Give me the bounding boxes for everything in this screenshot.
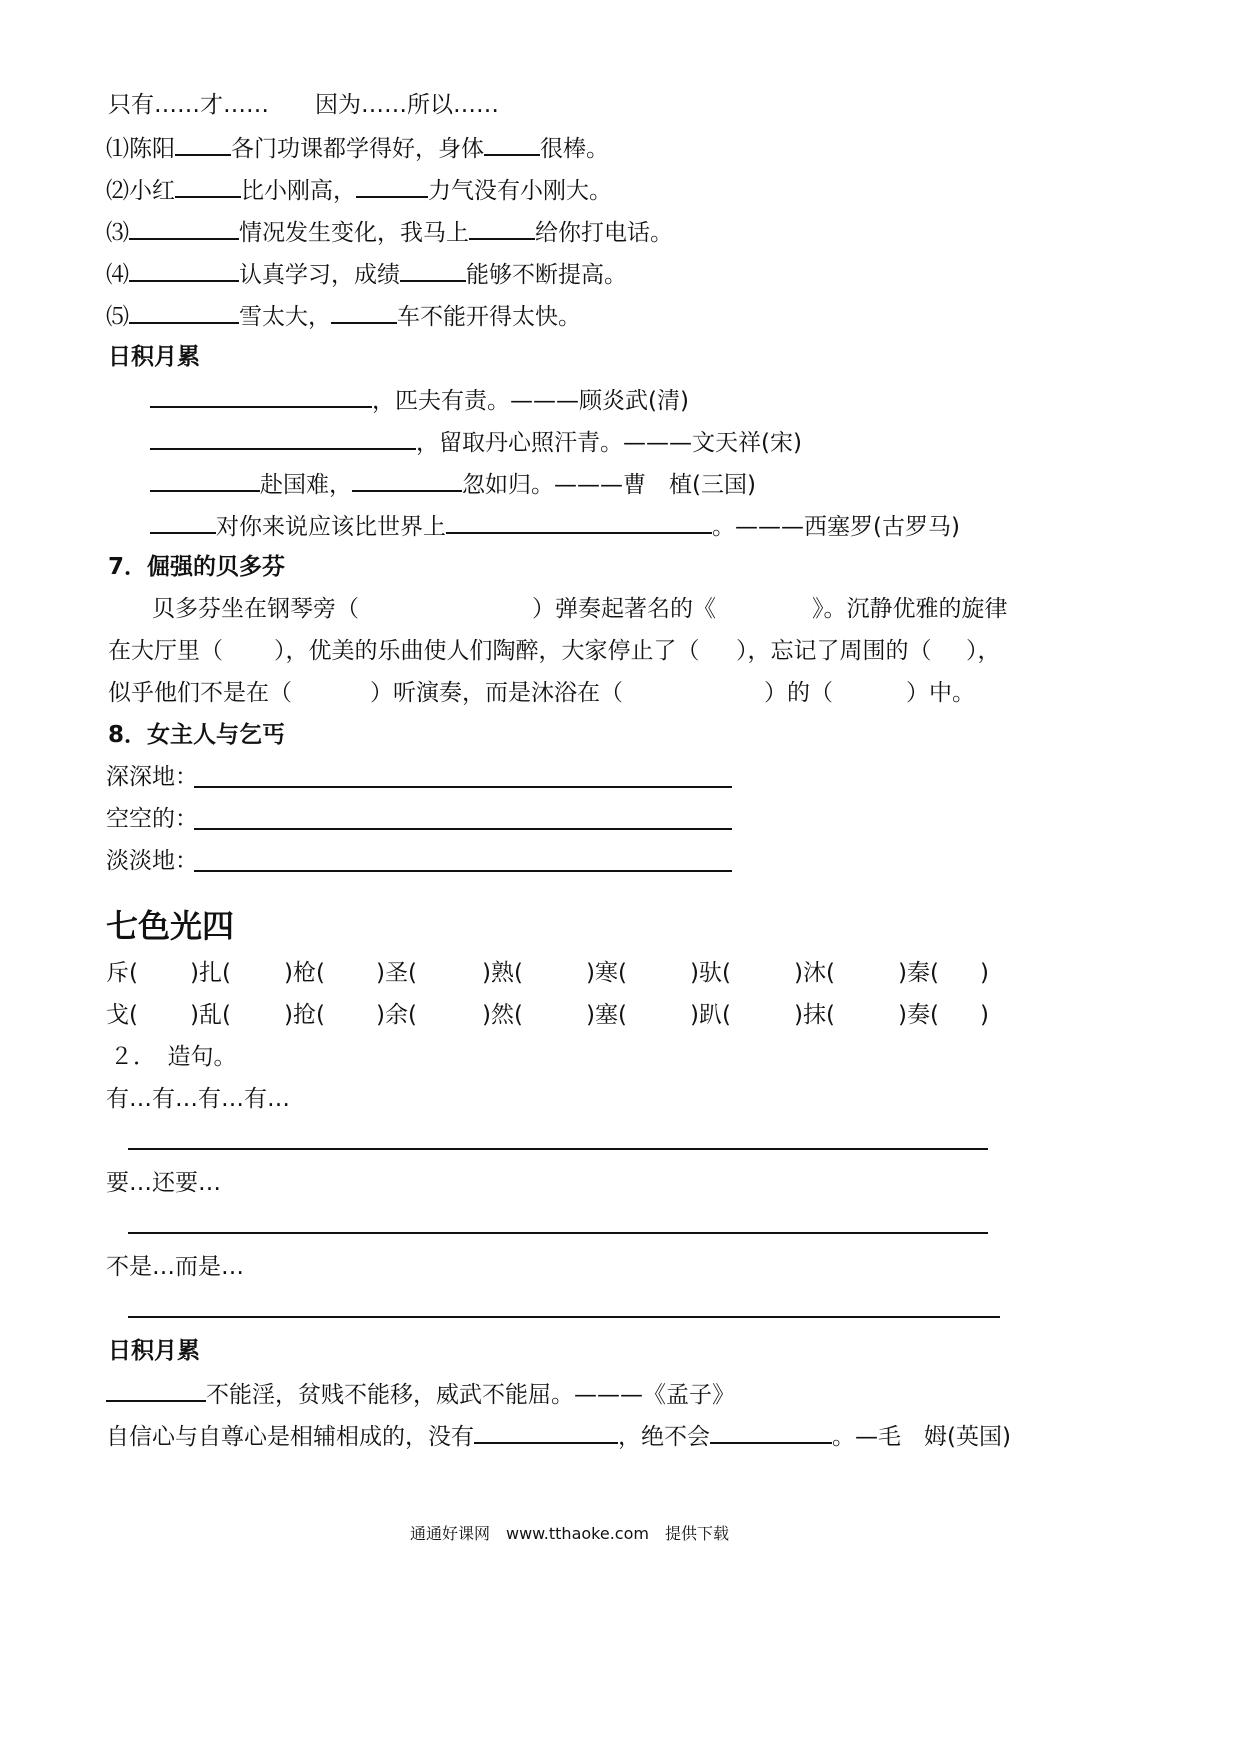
char-cell: )圣( xyxy=(376,960,417,986)
fill-blank[interactable] xyxy=(175,132,231,156)
quote-3: 赴国难， 忽如归。———曹 植(三国) xyxy=(150,468,756,500)
sentence-pattern: 不是…而是… xyxy=(106,1254,244,1280)
answer-line[interactable] xyxy=(128,1148,988,1150)
s7-text: ）， xyxy=(966,638,1001,664)
char-cell: )然( xyxy=(482,1002,523,1028)
char-cell: )乱( xyxy=(190,1002,231,1028)
s7-text: 》。沉静优雅的旋律 xyxy=(812,596,1008,622)
s7-text: ）弹奏起著名的《 xyxy=(532,596,716,622)
fill-blank[interactable] xyxy=(175,174,241,198)
conj-item-2: ⑵小红 比小刚高， 力气没有小刚大。 xyxy=(106,174,612,206)
answer-line[interactable] xyxy=(128,1232,988,1234)
s7-text: ），优美的乐曲使人们陶醉，大家停止了（ xyxy=(274,638,700,664)
char-cell: )驮( xyxy=(690,960,731,986)
quote-2: ，留取丹心照汗青。———文天祥(宋) xyxy=(150,426,802,458)
s7-text: 在大厅里（ xyxy=(108,638,223,664)
word-label: 深深地： xyxy=(106,764,198,790)
char-cell: )抢( xyxy=(284,1002,325,1028)
char-cell: )塞( xyxy=(586,1002,627,1028)
quote-5: 不能淫，贫贱不能移，威武不能屈。———《孟子》 xyxy=(106,1378,735,1410)
s7-text: ）的（ xyxy=(764,680,833,706)
char-cell: )余( xyxy=(376,1002,417,1028)
char-cell: )抹( xyxy=(794,1002,835,1028)
char-cell: )沐( xyxy=(794,960,835,986)
fill-blank[interactable] xyxy=(710,1420,832,1444)
fill-blank[interactable] xyxy=(150,426,416,450)
fill-blank[interactable] xyxy=(150,510,216,534)
fill-blank[interactable] xyxy=(150,468,260,492)
fill-blank[interactable] xyxy=(129,258,239,282)
conj-item-3: ⑶ 情况发生变化，我马上 给你打电话。 xyxy=(106,216,673,248)
fill-blank[interactable] xyxy=(352,468,462,492)
fill-blank[interactable] xyxy=(484,132,540,156)
s7-text: 似乎他们不是在（ xyxy=(108,680,292,706)
char-cell: )熟( xyxy=(482,960,523,986)
char-cell: ) xyxy=(980,960,989,986)
sentence-title: ２． 造句。 xyxy=(110,1044,237,1070)
section-title-riji: 日积月累 xyxy=(108,1338,200,1364)
conj-header: 只有……才…… 因为……所以…… xyxy=(108,92,499,118)
fill-blank[interactable] xyxy=(400,258,466,282)
s7-text: 贝多芬坐在钢琴旁（ xyxy=(152,596,359,622)
s7-text: ），忘记了周围的（ xyxy=(736,638,932,664)
char-cell: 斥( xyxy=(106,960,138,986)
unit-title: 七色光四 xyxy=(106,907,235,945)
s7-text: ）听演奏，而是沐浴在（ xyxy=(370,680,623,706)
section-title-riji: 日积月累 xyxy=(108,344,200,370)
quote-6: 自信心与自尊心是相辅相成的，没有 ，绝不会 。—毛 姆(英国) xyxy=(106,1420,1011,1452)
char-cell: )趴( xyxy=(690,1002,731,1028)
char-cell: )寒( xyxy=(586,960,627,986)
s7-text: ）中。 xyxy=(906,680,975,706)
footer-credit: 通通好课网 www.tthaoke.com 提供下载 xyxy=(410,1524,729,1543)
answer-line[interactable] xyxy=(194,828,732,830)
sentence-pattern: 有…有…有…有… xyxy=(106,1086,290,1112)
section-title-7: 7．倔强的贝多芬 xyxy=(108,554,286,580)
char-cell: )枪( xyxy=(284,960,325,986)
fill-blank[interactable] xyxy=(446,510,712,534)
char-cell: ) xyxy=(980,1002,989,1028)
quote-4: 对你来说应该比世界上 。———西塞罗(古罗马) xyxy=(150,510,960,542)
fill-blank[interactable] xyxy=(474,1420,618,1444)
sentence-pattern: 要…还要… xyxy=(106,1170,221,1196)
char-cell: 戈( xyxy=(106,1002,138,1028)
fill-blank[interactable] xyxy=(331,300,397,324)
fill-blank[interactable] xyxy=(129,300,239,324)
word-label: 空空的： xyxy=(106,806,198,832)
char-cell: )扎( xyxy=(190,960,231,986)
answer-line[interactable] xyxy=(194,870,732,872)
fill-blank[interactable] xyxy=(150,384,372,408)
fill-blank[interactable] xyxy=(106,1378,206,1402)
section-title-8: 8．女主人与乞丐 xyxy=(108,722,286,748)
char-cell: )奏( xyxy=(898,1002,939,1028)
conj-item-5: ⑸ 雪太大， 车不能开得太快。 xyxy=(106,300,581,332)
fill-blank[interactable] xyxy=(469,216,535,240)
conj-item-4: ⑷ 认真学习，成绩 能够不断提高。 xyxy=(106,258,627,290)
word-label: 淡淡地： xyxy=(106,848,198,874)
fill-blank[interactable] xyxy=(356,174,428,198)
char-cell: )秦( xyxy=(898,960,939,986)
fill-blank[interactable] xyxy=(129,216,239,240)
quote-1: ，匹夫有责。———顾炎武(清) xyxy=(150,384,689,416)
answer-line[interactable] xyxy=(128,1316,1000,1318)
answer-line[interactable] xyxy=(194,786,732,788)
conj-item-1: ⑴陈阳 各门功课都学得好，身体 很棒。 xyxy=(106,132,609,164)
